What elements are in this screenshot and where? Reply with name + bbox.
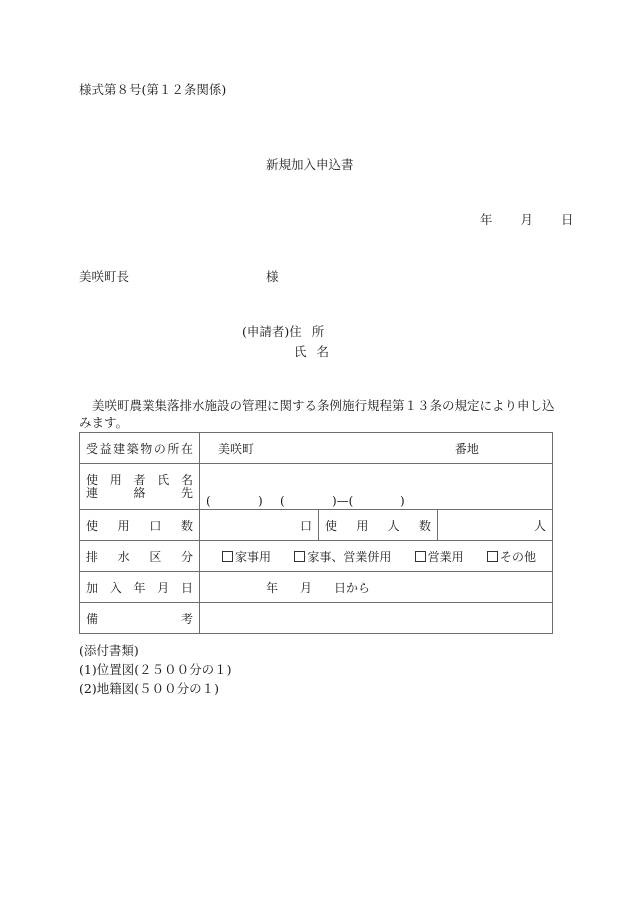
checkbox-icon[interactable] xyxy=(415,551,426,562)
remarks-label: 備 考 xyxy=(80,603,200,634)
attachment-item: (2)地籍図(５００分の１) xyxy=(79,681,219,696)
checkbox-icon[interactable] xyxy=(222,551,233,562)
usage-units-field[interactable] xyxy=(200,510,319,541)
checkbox-business[interactable]: 営業用 xyxy=(415,548,464,565)
applicant-address-label: (申請者)住 所 xyxy=(242,324,325,339)
attachments-list xyxy=(79,641,231,698)
checkbox-household-business[interactable]: 家事、営業併用 xyxy=(294,548,391,565)
table-row-join-date xyxy=(80,572,553,603)
persons-suffix: 人 xyxy=(534,518,547,533)
table-row-usage xyxy=(80,510,553,541)
user-count-field[interactable] xyxy=(438,510,553,541)
table-row-drainage-type xyxy=(80,541,553,572)
user-name-contact-label: 使 用 者 氏 名 連 絡 先 xyxy=(80,464,200,510)
attachments-heading: (添付書類) xyxy=(79,643,139,658)
checkbox-icon[interactable] xyxy=(487,551,498,562)
date-day-label: 日 xyxy=(560,212,574,227)
form-number: 様式第８号(第１２条関係) xyxy=(79,82,227,97)
table-row-remarks xyxy=(80,603,553,634)
lot-number-suffix: 番地 xyxy=(454,441,479,456)
join-date-label: 加 入 年 月 日 xyxy=(80,572,200,603)
applicant-name-label: 氏 名 xyxy=(294,344,330,359)
drainage-type-label: 排 水 区 分 xyxy=(80,541,200,572)
application-statement: 美咲町農業集落排水施設の管理に関する条例施行規程第１３条の規定により申し込みます。 xyxy=(79,398,555,430)
user-count-label: 使 用 人 数 xyxy=(319,510,438,541)
property-location-field[interactable] xyxy=(200,433,553,464)
remarks-field[interactable] xyxy=(200,603,553,634)
usage-units-label: 使 用 口 数 xyxy=(80,510,200,541)
addressee-honorific: 様 xyxy=(266,269,279,284)
date-year-label: 年 xyxy=(479,212,493,227)
checkbox-household[interactable]: 家事用 xyxy=(222,548,271,565)
application-form-table xyxy=(79,432,553,634)
town-name: 美咲町 xyxy=(218,441,255,456)
property-location-label: 受 益 建 築 物 の 所 在 xyxy=(80,433,200,464)
user-name-contact-field[interactable]: ( ) ( )—( ) xyxy=(200,464,553,510)
drainage-type-options xyxy=(200,541,553,572)
attachment-item: (1)位置図(２５００分の１) xyxy=(79,662,232,677)
document-title: 新規加入申込書 xyxy=(266,157,354,172)
checkbox-icon[interactable] xyxy=(294,551,305,562)
units-suffix: 口 xyxy=(299,518,312,533)
application-date xyxy=(452,210,574,228)
table-row-property-location xyxy=(80,433,553,464)
checkbox-other[interactable]: その他 xyxy=(487,548,536,565)
table-row-user-contact xyxy=(80,464,553,510)
addressee-name: 美咲町長 xyxy=(79,269,130,284)
date-month-label: 月 xyxy=(520,212,533,227)
join-date-field[interactable]: 年 月 日から xyxy=(200,572,553,603)
